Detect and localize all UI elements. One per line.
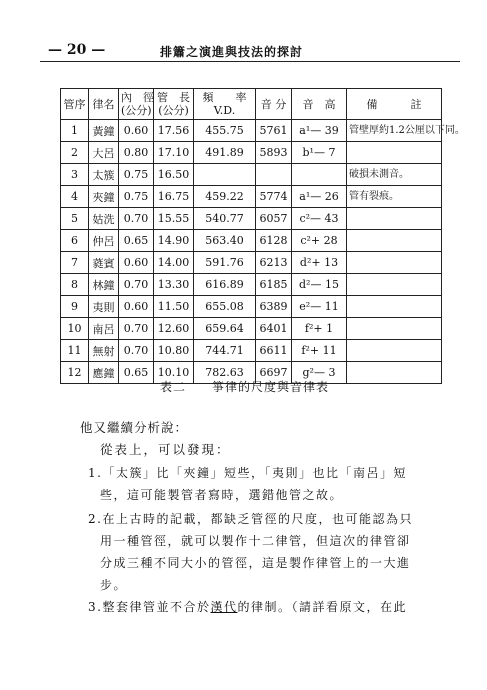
row-order: 2 (61, 142, 89, 164)
frequency: 616.89 (194, 274, 256, 296)
pipe-length: 17.56 (154, 120, 194, 142)
inner-diameter: 0.65 (119, 362, 154, 384)
pipe-name: 太簇 (89, 164, 119, 186)
pipe-measurement-table (60, 88, 465, 384)
pipe-length: 14.90 (154, 230, 194, 252)
frequency: 563.40 (194, 230, 256, 252)
pipe-name: 無射 (89, 340, 119, 362)
pipe-name: 黃鐘 (89, 120, 119, 142)
quote-intro: 從表上，可以發現： (100, 442, 231, 457)
pitch-value: a¹— 26 (292, 186, 347, 208)
frequency: 591.76 (194, 252, 256, 274)
row-order: 7 (61, 252, 89, 274)
cents-value: 6057 (256, 208, 292, 230)
inner-diameter: 0.60 (119, 252, 154, 274)
pipe-length: 12.60 (154, 318, 194, 340)
pitch-value: f²+ 1 (292, 318, 347, 340)
row-order: 11 (61, 340, 89, 362)
inner-diameter: 0.70 (119, 274, 154, 296)
inner-diameter: 0.60 (119, 120, 154, 142)
row-order: 8 (61, 274, 89, 296)
header-name: 律名 (89, 89, 119, 120)
remark (347, 274, 442, 296)
pitch-value: f²+ 11 (292, 340, 347, 362)
running-title: 排簫之演進與技法的探討 (160, 45, 304, 59)
table-row (61, 340, 442, 362)
underlined-term: 漢代 (210, 600, 238, 614)
frequency: 744.71 (194, 340, 256, 362)
pitch-value: b¹— 7 (292, 142, 347, 164)
list-item-3: 3.整套律管並不合於漢代的律制。（請詳看原文，在此 (88, 600, 407, 614)
cents-value: 6389 (256, 296, 292, 318)
frequency: 655.08 (194, 296, 256, 318)
pipe-length: 17.10 (154, 142, 194, 164)
cents-value: 6185 (256, 274, 292, 296)
remark (347, 142, 442, 164)
frequency: 455.75 (194, 120, 256, 142)
pitch-value: g²— 3 (292, 362, 347, 384)
cents-value: 5893 (256, 142, 292, 164)
table-row (61, 274, 442, 296)
remark (347, 208, 442, 230)
table-row (61, 296, 442, 318)
inner-diameter: 0.70 (119, 318, 154, 340)
header-diameter: 內 徑 (公分) (119, 89, 154, 120)
cents-value: 6401 (256, 318, 292, 340)
row-order: 3 (61, 164, 89, 186)
pitch-value (292, 164, 347, 186)
row-order: 9 (61, 296, 89, 318)
table-header-row (61, 89, 442, 120)
header-remarks: 備 註 (347, 89, 442, 120)
pipe-name: 姑洗 (89, 208, 119, 230)
row-order: 12 (61, 362, 89, 384)
remark (347, 296, 442, 318)
pitch-value: a¹— 39 (292, 120, 347, 142)
table-caption: 表二 箏律的尺度與音律表 (160, 380, 330, 394)
table-row (61, 164, 442, 186)
list-item-2: 2.在上古時的記載，都缺乏管徑的尺度，也可能認為只 用一種管徑，就可以製作十二律管，但這次的律管卻 分成三種不同大小的管徑，這是製作律管上的一大進 步。 (88, 512, 413, 592)
inner-diameter: 0.70 (119, 340, 154, 362)
header-pitch: 音 高 (292, 89, 347, 120)
cents-value: 5761 (256, 120, 292, 142)
page-number: — 20 — (48, 42, 106, 58)
cents-value: 6611 (256, 340, 292, 362)
frequency: 491.89 (194, 142, 256, 164)
pitch-value: c²+ 28 (292, 230, 347, 252)
pipe-name: 應鐘 (89, 362, 119, 384)
remark: 破損未測音。 (347, 164, 442, 186)
frequency (194, 164, 256, 186)
row-order: 4 (61, 186, 89, 208)
cents-value: 6697 (256, 362, 292, 384)
pipe-length: 16.50 (154, 164, 194, 186)
table-row (61, 208, 442, 230)
pipe-length: 10.10 (154, 362, 194, 384)
pitch-value: d²+ 13 (292, 252, 347, 274)
header-order: 管序 (61, 89, 89, 120)
table-row (61, 186, 442, 208)
table-row (61, 230, 442, 252)
row-order: 6 (61, 230, 89, 252)
pipe-name: 夷則 (89, 296, 119, 318)
inner-diameter: 0.70 (119, 208, 154, 230)
frequency: 540.77 (194, 208, 256, 230)
pipe-length: 10.80 (154, 340, 194, 362)
frequency: 782.63 (194, 362, 256, 384)
inner-diameter: 0.65 (119, 230, 154, 252)
pitch-value: d²— 15 (292, 274, 347, 296)
pipe-name: 南呂 (89, 318, 119, 340)
pipe-name: 仲呂 (89, 230, 119, 252)
remark (347, 340, 442, 362)
table-row (61, 120, 442, 142)
inner-diameter: 0.60 (119, 296, 154, 318)
inner-diameter: 0.75 (119, 186, 154, 208)
frequency: 459.22 (194, 186, 256, 208)
pipe-length: 11.50 (154, 296, 194, 318)
table-row (61, 318, 442, 340)
header-rule (40, 61, 460, 62)
inner-diameter: 0.75 (119, 164, 154, 186)
pipe-length: 14.00 (154, 252, 194, 274)
header-frequency: 頻 率 V.D. (194, 89, 256, 120)
remark (347, 362, 442, 384)
row-order: 5 (61, 208, 89, 230)
list-item-1: 1.「太簇」比「夾鐘」短些，「夷則」也比「南呂」短 些，這可能製管者寫時，選錯他管之故。 (88, 466, 407, 502)
page-header (40, 40, 460, 62)
row-order: 1 (61, 120, 89, 142)
cents-value (256, 164, 292, 186)
pipe-length: 13.30 (154, 274, 194, 296)
remark (347, 252, 442, 274)
remark: 管壁厚約1.2公厘以下同。 (347, 120, 442, 142)
remark (347, 318, 442, 340)
cents-value: 5774 (256, 186, 292, 208)
pipe-name: 夾鐘 (89, 186, 119, 208)
lead-sentence: 他又繼續分析說： (80, 420, 189, 435)
pitch-value: e²— 11 (292, 296, 347, 318)
row-order: 10 (61, 318, 89, 340)
header-cents: 音 分 (256, 89, 292, 120)
pipe-name: 大呂 (89, 142, 119, 164)
inner-diameter: 0.80 (119, 142, 154, 164)
cents-value: 6128 (256, 230, 292, 252)
pitch-value: c²— 43 (292, 208, 347, 230)
pipe-name: 林鐘 (89, 274, 119, 296)
pipe-length: 15.55 (154, 208, 194, 230)
pipe-name: 蕤賓 (89, 252, 119, 274)
cents-value: 6213 (256, 252, 292, 274)
table-row (61, 252, 442, 274)
header-length: 管 長 (公分) (154, 89, 194, 120)
frequency: 659.64 (194, 318, 256, 340)
remark: 管有裂痕。 (347, 186, 442, 208)
table-row (61, 142, 442, 164)
pipe-length: 16.75 (154, 186, 194, 208)
remark (347, 230, 442, 252)
